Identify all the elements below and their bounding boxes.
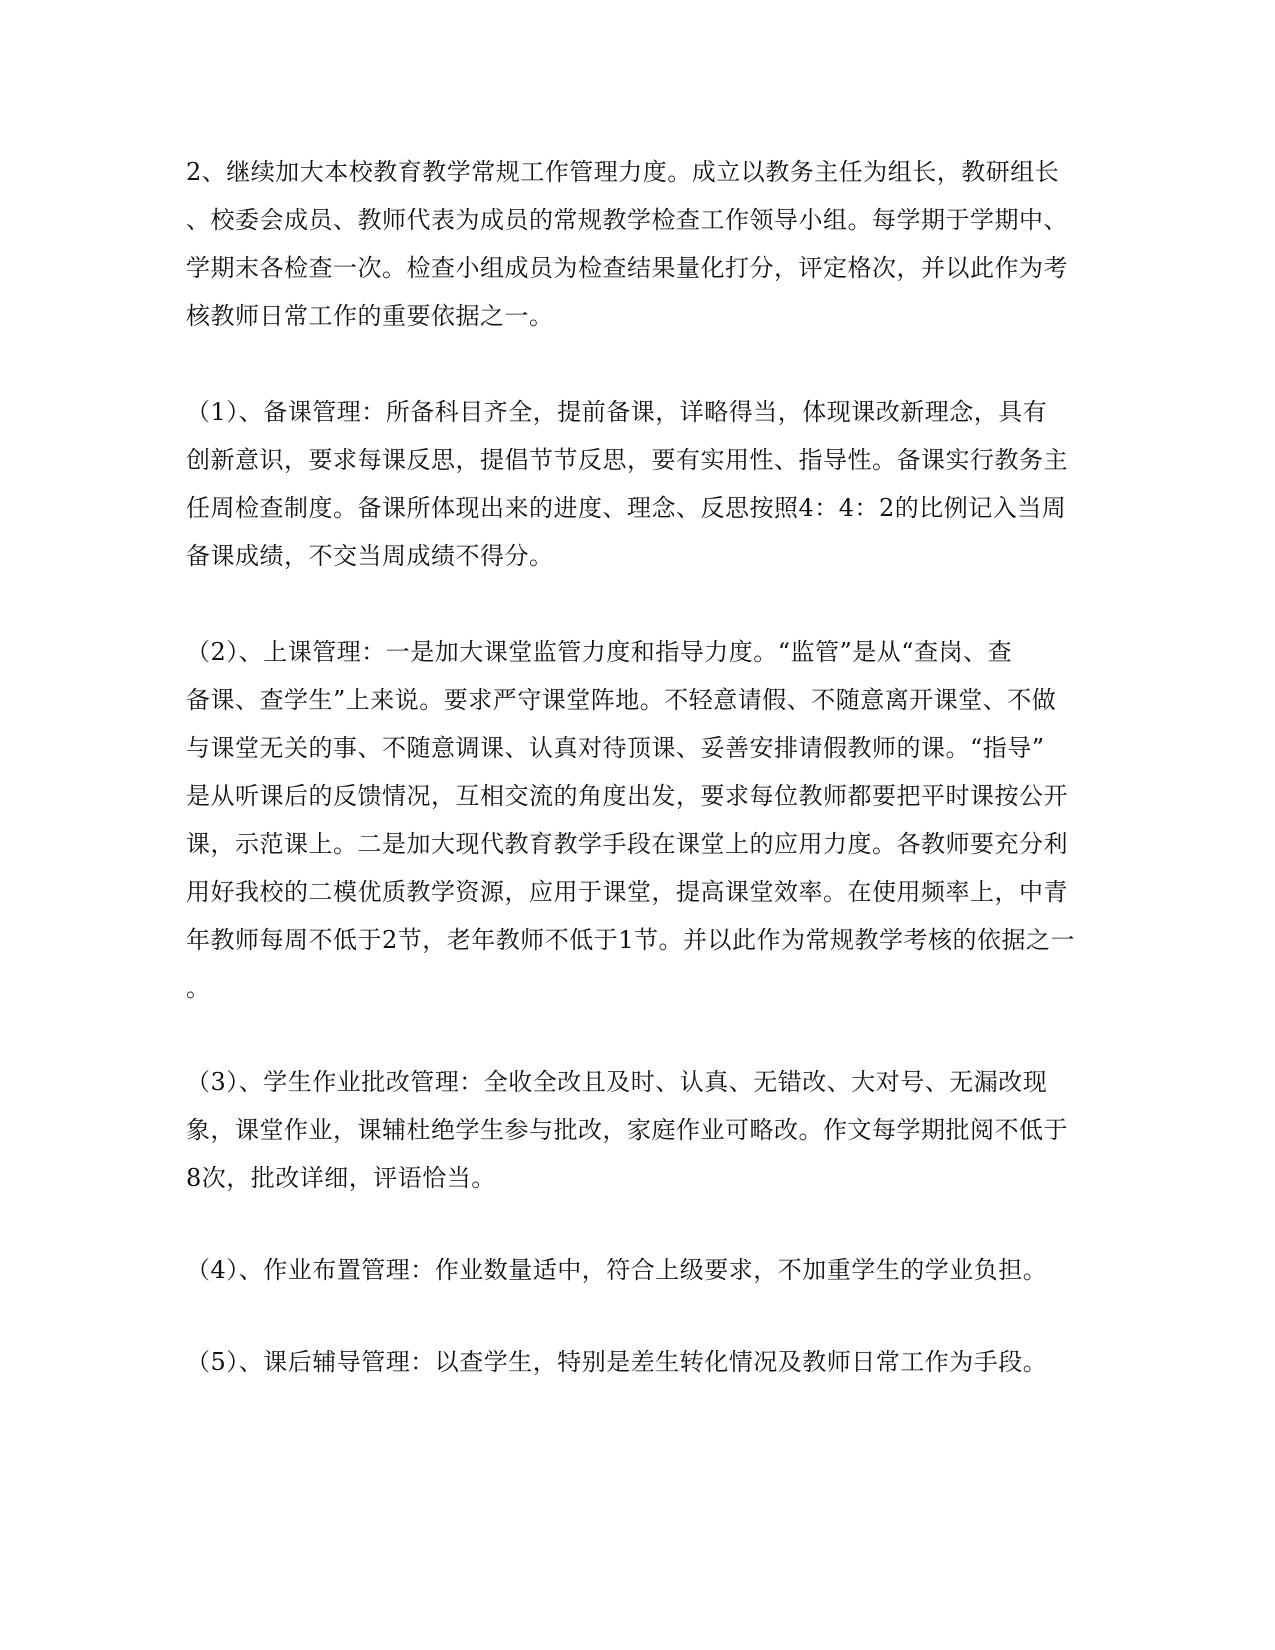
paragraph-lesson-prep: （1）、备课管理：所备科目齐全，提前备课，详略得当，体现课改新理念，具有 创新意识，要求每课反思，提倡节节反思，要有实用性、指导性。备课实行教务主 任周检查制度。备课所体现出来的进度、理念、反思按照4：4：2的比例记入当周 备课成绩，不交当周成绩不得分。 bbox=[186, 398, 1068, 570]
paragraph-homework-assignment: （4）、作业布置管理：作业数量适中，符合上级要求，不加重学生的学业负担。 bbox=[186, 1256, 1048, 1284]
paragraph-class-management: （2）、上课管理：一是加大课堂监管力度和指导力度。“监管”是从“查岗、查 备课、查学生”上来说。要求严守课堂阵地。不轻意请假、不随意离开课堂、不做 与课堂无关的事、不随意调课、认真对待顶课、妥善安排请假教师的课。“指导” 是从听课后的反馈情况，互相交流的角度出发，要求每位教师都要把平时课按公开 课，示范课上。二是加大现代教育教学手段在课堂上的应用力度。各教师要充分利 用好我校的二模优质教学资源，应用于课堂，提高课堂效率。在使用频率上，中青 年教师每周不低于2节，老年教师不低于1节。并以此作为常规教学考核的依据之一 。 bbox=[186, 638, 1076, 1002]
document-body bbox=[186, 148, 1086, 1386]
paragraph-after-class-tutoring: （5）、课后辅导管理：以查学生，特别是差生转化情况及教师日常工作为手段。 bbox=[186, 1348, 1048, 1376]
paragraph-routine-management: 2、继续加大本校教育教学常规工作管理力度。成立以教务主任为组长，教研组长 、校委会成员、教师代表为成员的常规教学检查工作领导小组。每学期于学期中、 学期末各检查一次。检查小组成员为检查结果量化打分，评定格次，并以此作为考 核教师日常工作的重要依据之一。 bbox=[186, 158, 1068, 330]
paragraph-homework-grading: （3）、学生作业批改管理：全收全改且及时、认真、无错改、大对号、无漏改现 象，课堂作业，课辅杜绝学生参与批改，家庭作业可略改。作文每学期批阅不低于 8次，批改详细，评语恰当。 bbox=[186, 1068, 1068, 1192]
